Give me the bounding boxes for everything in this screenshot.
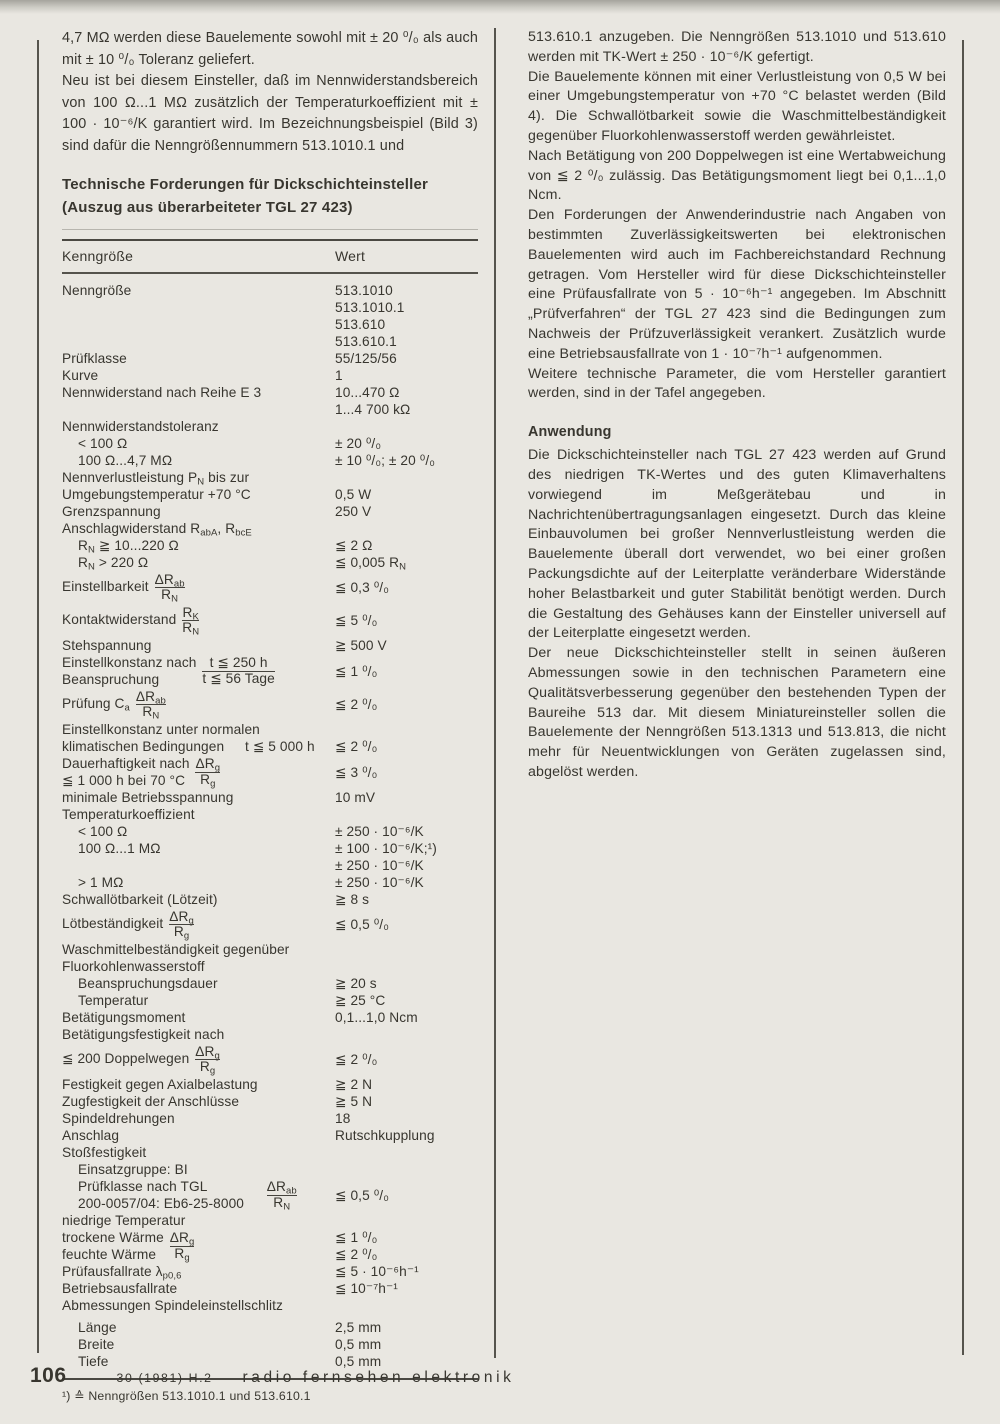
table-row [62, 418, 478, 435]
table-row [62, 908, 478, 941]
table-row [62, 755, 478, 789]
row-label: Temperatur [78, 993, 149, 1008]
table-row [62, 823, 478, 840]
row-value: 513.610.1 [335, 334, 397, 349]
row-value: ± 250 · 10⁻⁶/K [335, 824, 424, 839]
table-row [62, 1319, 478, 1336]
row-label: trockene Wärme feuchte Wärme $\frac{\Delta R_g}{R_g}$ [62, 1230, 195, 1263]
row-label: klimatischen Bedingungen t ≦ 5 000 h [62, 739, 315, 754]
row-label: Temperaturkoeffizient [62, 807, 195, 822]
row-label: Kontaktwiderstand $\frac{R_K}{R_N}$ [62, 604, 200, 638]
paragraph: Den Forderungen der Anwenderindustrie nach Angaben von bestimmten Zuverlässigkeitswerten bei elektronischen Bauelementen wird auch im Fachbereichstandard Rechnung getragen. Vom Hersteller wird für diese Dickschichteinsteller eine Prüfausfallrate von 5 · 10⁻⁶h⁻¹ angegeben. Im Abschnitt „Prüfverfahren“ der TGL 27 423 sind die Bedingungen zum Nachweis der Prüfzuverlässigkeit verankert. Zusätzlich wurde eine Betriebsausfallrate von 1 · 10⁻⁷h⁻¹ aufgenommen. [528, 207, 946, 362]
table-top-faint-rule [62, 229, 478, 230]
row-label: Länge [78, 1320, 117, 1335]
row-value: ≦ 5 · 10⁻⁶h⁻¹ [335, 1264, 419, 1279]
row-value: 0,1...1,0 Ncm [335, 1010, 418, 1025]
row-value: ≦ 2 ⁰/₀ [335, 1052, 378, 1067]
row-label: $R_N$ ≧ 10...220 Ω [78, 538, 179, 556]
table-row [62, 384, 478, 401]
row-label: Nennwiderstandstoleranz [62, 419, 219, 434]
paragraph: 4,7 MΩ werden diese Bauelemente sowohl mit ± 20 ⁰/₀ als auch mit ± 10 ⁰/₀ Toleranz geliefert. [62, 30, 478, 68]
table-row [62, 1178, 478, 1212]
row-value: ≧ 5 N [335, 1094, 373, 1109]
table-row [62, 282, 478, 299]
row-label: minimale Betriebsspannung [62, 790, 234, 805]
row-label: 100 Ω...4,7 MΩ [78, 453, 173, 468]
row-label: Breite [78, 1337, 115, 1352]
journal-name: radio fernsehen elektronik [242, 1369, 515, 1386]
table-row [62, 520, 478, 537]
row-label: Grenzspannung [62, 504, 161, 519]
table-row [62, 503, 478, 520]
table-row [62, 469, 478, 486]
table-title-line2: (Auszug aus überarbeiteter TGL 27 423) [62, 199, 353, 216]
column-header-kenngroesse: Kenngröße [62, 248, 134, 264]
table-row [62, 1229, 478, 1263]
row-value: ≧ 20 s [335, 976, 377, 991]
row-value: ± 250 · 10⁻⁶/K [335, 875, 424, 890]
table-row [62, 637, 478, 654]
row-value: 513.610 [335, 317, 386, 332]
page-number: 106 [30, 1364, 67, 1387]
row-value: ≦ 0,5 ⁰/₀ [335, 917, 389, 932]
row-label: Festigkeit gegen Axialbelastung [62, 1077, 258, 1092]
paragraph: Die Dickschichteinsteller nach TGL 27 423 werden auf Grund des niedrigen TK-Wertes und des guten Klimaverhaltens vorwiegend im Meßgerätebau und in Nachrichtenübertragungsanlagen eingesetzt. Durch das kleine Einbauvolumen bei großer Nennverlustleistung werden die Bauelemente überall dort verwendet, wo bei einer großen Packungsdichte auf der Leiterplatte veränderbare Widerstände hoher Belastbarkeit und guter Stabilität benötigt werden. Durch die Gestaltung des Gehäuses kann der Einsteller universell auf der Leiterplatte eingesetzt werden. [528, 447, 946, 642]
table-row [62, 1093, 478, 1110]
column-header-wert: Wert [335, 248, 366, 264]
row-label: Einstellkonstanz nach Beanspruchung $\frac{t ≦ 250 h}{\text{t ≦ 56 Tage}}$ [62, 655, 275, 687]
table-row [62, 1043, 478, 1076]
table-row [62, 1297, 478, 1314]
row-value: ≦ 5 ⁰/₀ [335, 613, 378, 628]
row-label: 100 Ω...1 MΩ [78, 841, 161, 856]
table-row [62, 435, 478, 452]
row-value: ≧ 500 V [335, 638, 387, 653]
paragraph: Nach Betätigung von 200 Doppelwegen ist eine Wertabweichung von ≦ 2 ⁰/₀ zulässig. Das Betätigungsmoment liegt bei 0,1...1,0 Ncm. [528, 147, 946, 204]
table-row [62, 688, 478, 721]
table-row [62, 571, 478, 604]
row-label: Spindeldrehungen [62, 1111, 175, 1126]
row-value: ≦ 1 ⁰/₀ [335, 663, 378, 679]
row-label: Dauerhaftigkeit nach ≦ 1 000 h bei 70 °C $\frac{\Delta R_g}{R_g}$ [62, 756, 221, 789]
row-label: Waschmittelbeständigkeit gegenüber [62, 942, 290, 957]
scan-edge-shadow [0, 0, 1000, 14]
row-label: Lötbeständigkeit $\frac{\Delta R_g}{R_g}$ [62, 908, 194, 942]
row-value: ≧ 25 °C [335, 993, 386, 1008]
row-value: ≧ 2 N [335, 1077, 373, 1092]
row-label: Nenngröße [62, 283, 132, 298]
row-value: Rutschkupplung [335, 1128, 435, 1143]
page-footer [30, 1364, 515, 1388]
row-label: Schwallötbarkeit (Lötzeit) [62, 892, 218, 907]
row-label: Zugfestigkeit der Anschlüsse [62, 1094, 240, 1109]
row-value: 2,5 mm [335, 1320, 382, 1335]
table-row [62, 992, 478, 1009]
row-value: ± 250 · 10⁻⁶/K [335, 858, 424, 873]
row-label: Einstellkonstanz unter normalen [62, 722, 260, 737]
row-value: ≦ 3 ⁰/₀ [335, 764, 378, 780]
table-row [62, 1280, 478, 1297]
row-label: Anschlagwiderstand $R_{abA}$, $R_{bcE}$ [62, 521, 252, 539]
table-row [62, 721, 478, 738]
row-label: Betätigungsfestigkeit nach [62, 1027, 225, 1042]
row-label: Stoßfestigkeit [62, 1145, 147, 1160]
row-value: 1...4 700 kΩ [335, 402, 411, 417]
row-value: 0,5 mm [335, 1354, 382, 1369]
row-value: 250 V [335, 504, 372, 519]
row-label: Betätigungsmoment [62, 1010, 186, 1025]
table-row [62, 299, 478, 316]
row-label: Einsatzgruppe: BI [78, 1162, 188, 1177]
table-title-line1: Technische Forderungen für Dickschichteinsteller [62, 176, 429, 193]
row-value: ± 10 ⁰/₀; ± 20 ⁰/₀ [335, 453, 436, 468]
table-row [62, 333, 478, 350]
row-value: ≦ 2 Ω [335, 538, 373, 553]
table-body [62, 274, 478, 1370]
row-value: ≧ 8 s [335, 892, 370, 907]
row-value: 10 mV [335, 790, 376, 805]
table-row [62, 1026, 478, 1043]
table-footnote: ¹) ≙ Nenngrößen 513.1010.1 und 513.610.1 [62, 1389, 311, 1403]
table-row [62, 1110, 478, 1127]
row-label: $R_N > 220$ Ω [78, 555, 149, 573]
table-row [62, 1144, 478, 1161]
row-label: Abmessungen Spindeleinstellschlitz [62, 1298, 284, 1313]
row-label: Tiefe [78, 1354, 109, 1369]
row-value: ≦ 2 ⁰/₀ [335, 697, 378, 712]
paragraph: Die Bauelemente können mit einer Verlustleistung von 0,5 W bei einer Umgebungstemperatur von +70 °C belastet werden (Bild 4). Die Schwallötbarkeit sowie die Waschmittelbeständigkeit gegenüber Fluorkohlenwasserstoff werden gewährleistet. [528, 68, 946, 144]
paragraph: Neu ist bei diesem Einsteller, daß im Nennwiderstandsbereich von 100 Ω...1 MΩ zusätzlich der Temperaturkoeffizient mit ± 100 · 10⁻⁶/K garantiert wird. Im Bezeichnungsbeispiel (Bild 3) sind dafür die Nenngrößennummern 513.1010.1 und [62, 73, 478, 154]
table-row [62, 654, 478, 688]
table-row [62, 1076, 478, 1093]
issue-info: 30 (1981) H.2 [116, 1371, 213, 1385]
row-value: ≦ 10⁻⁷h⁻¹ [335, 1281, 398, 1296]
column-divider-rule [494, 28, 496, 1358]
table-row [62, 958, 478, 975]
row-value: 55/125/56 [335, 351, 397, 366]
table-row [62, 891, 478, 908]
table-row [62, 350, 478, 367]
table-row [62, 316, 478, 333]
row-label: Prüfklasse nach TGL 200-0057/04: Eb6-25-8000 $\frac{\Delta R_{ab}}{R_N}$ [78, 1179, 297, 1212]
table-row [62, 367, 478, 384]
row-label: < 100 Ω [78, 436, 128, 451]
table-row [62, 806, 478, 823]
row-label: Fluorkohlenwasserstoff [62, 959, 205, 974]
table-row [62, 738, 478, 755]
table-row [62, 874, 478, 891]
row-value: ± 20 ⁰/₀ [335, 436, 382, 451]
table-row [62, 452, 478, 469]
table-title [62, 173, 478, 219]
left-margin-rule [37, 40, 39, 1353]
row-label: niedrige Temperatur [62, 1213, 186, 1228]
row-label: Stehspannung [62, 638, 152, 653]
row-label: Anschlag [62, 1128, 120, 1143]
table-row [62, 1009, 478, 1026]
table-row [62, 554, 478, 571]
spec-table [62, 229, 478, 1380]
table-row [62, 1161, 478, 1178]
row-label: Betriebsausfallrate [62, 1281, 178, 1296]
table-row [62, 537, 478, 554]
row-label: Kurve [62, 368, 99, 383]
row-label: ≦ 200 Doppelwegen $\frac{\Delta R_g}{R_g}$ [62, 1043, 220, 1077]
paragraph: Weitere technische Parameter, die vom Hersteller garantiert werden, sind in der Tafel angegeben. [528, 365, 946, 402]
row-value: ≦ 2 ⁰/₀ [335, 739, 378, 754]
row-label: > 1 MΩ [78, 875, 124, 890]
row-label: Nennwiderstand nach Reihe E 3 [62, 385, 262, 400]
table-row [62, 486, 478, 503]
left-column [62, 28, 478, 1403]
row-value: 0,5 mm [335, 1337, 382, 1352]
table-header-row [62, 241, 478, 272]
row-label: < 100 Ω [78, 824, 128, 839]
row-value: 1 [335, 368, 343, 383]
table-row [62, 401, 478, 418]
row-value: ± 100 · 10⁻⁶/K;¹) [335, 841, 437, 856]
table-row [62, 1336, 478, 1353]
row-value: ≦ 0,5 ⁰/₀ [335, 1187, 389, 1203]
table-row [62, 1263, 478, 1280]
right-margin-rule [962, 40, 964, 1355]
row-value: ≦ 1 ⁰/₀ ≦ 2 ⁰/₀ [335, 1230, 378, 1262]
row-label: Prüfausfallrate $\lambda_{p0,6}$ [62, 1264, 182, 1282]
section-heading-anwendung: Anwendung [528, 424, 612, 441]
right-column [528, 28, 946, 783]
row-label: Einstellbarkeit $\frac{\Delta R_{ab}}{R_N}$ [62, 571, 185, 605]
row-value: 18 [335, 1111, 351, 1126]
table-row [62, 941, 478, 958]
row-label: Beanspruchungsdauer [78, 976, 218, 991]
row-value: 10...470 Ω [335, 385, 400, 400]
row-value: 0,5 W [335, 487, 372, 502]
table-row [62, 604, 478, 637]
row-value: 513.1010.1 [335, 300, 405, 315]
table-row [62, 857, 478, 874]
row-label: Umgebungstemperatur +70 °C [62, 487, 251, 502]
table-row [62, 840, 478, 857]
paragraph: Der neue Dickschichteinsteller stellt in seinen äußeren Abmessungen sowie in den technischen Parametern eine Qualitätsverbesserung gegenüber den bestehenden Typen der Baureihe 513 dar. Mit diesem Miniatureinsteller sollen die Bauelemente der Nenngrößen 513.1313 und 513.813, die nicht mehr für Neuentwicklungen von Geräten zugelassen sind, abgelöst werden. [528, 645, 946, 780]
row-label: Nennverlustleistung $P_N$ bis zur [62, 470, 250, 488]
table-row [62, 1127, 478, 1144]
row-label: Prüfklasse [62, 351, 127, 366]
row-value: ≦ 0,005 $R_N$ [335, 555, 407, 573]
table-row [62, 1212, 478, 1229]
table-row [62, 975, 478, 992]
row-value: ≦ 0,3 ⁰/₀ [335, 580, 389, 595]
table-row [62, 789, 478, 806]
row-label: Prüfung $C_a$ $\frac{\Delta R_{ab}}{R_N}$ [62, 688, 166, 722]
row-value: 513.1010 [335, 283, 393, 298]
paragraph: 513.610.1 anzugeben. Die Nenngrößen 513.1010 und 513.610 werden mit TK-Wert ± 250 · 10⁻⁶/K gefertigt. [528, 29, 946, 65]
